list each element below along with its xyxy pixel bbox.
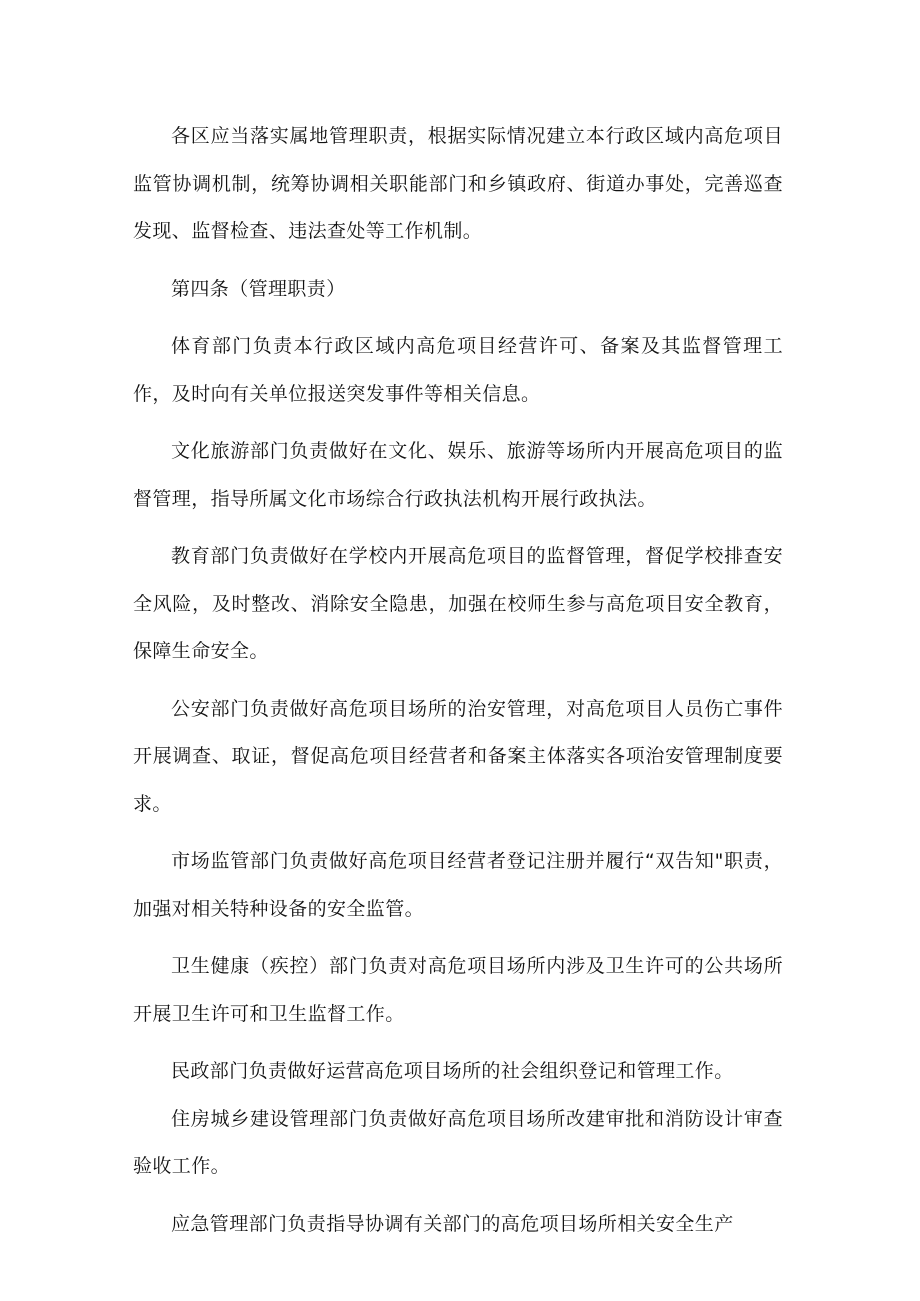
paragraph-education-department: 教育部门负责做好在学校内开展高危项目的监督管理，督促学校排查安全风险，及时整改、消除安全隐患，加强在校师生参与高危项目安全教育，保障生命安全。 — [133, 545, 783, 662]
paragraph-civil-affairs-department: 民政部门负责做好运营高危项目场所的社会组织登记和管理工作。 — [171, 1060, 734, 1082]
paragraph-district-responsibility: 各区应当落实属地管理职责，根据实际情况建立本行政区域内高危项目监管协调机制，统筹协调相关职能部门和乡镇政府、街道办事处，完善巡查发现、监督检查、违法查处等工作机制。 — [133, 125, 783, 242]
paragraph-housing-construction-department: 住房城乡建设管理部门负责做好高危项目场所改建审批和消防设计审查验收工作。 — [133, 1107, 783, 1177]
paragraph-public-security-department: 公安部门负责做好高危项目场所的治安管理，对高危项目人员伤亡事件开展调查、取证，督促高危项目经营者和备案主体落实各项治安管理制度要求。 — [133, 697, 783, 815]
document-body — [133, 113, 783, 1248]
paragraph-market-supervision-department: 市场监管部门负责做好高危项目经营者登记注册并履行“双告知"职责，加强对相关特种设备的安全监管。 — [133, 850, 783, 920]
article-heading-management-duties: 第四条（管理职责） — [171, 277, 346, 300]
paragraph-health-department: 卫生健康（疾控）部门负责对高危项目场所内涉及卫生许可的公共场所开展卫生许可和卫生监督工作。 — [133, 955, 783, 1025]
paragraph-emergency-management-department: 应急管理部门负责指导协调有关部门的高危项目场所相关安全生产 — [171, 1212, 734, 1235]
paragraph-culture-tourism-department: 文化旅游部门负责做好在文化、娱乐、旅游等场所内开展高危项目的监督管理，指导所属文化市场综合行政执法机构开展行政执法。 — [133, 440, 783, 510]
paragraph-sports-department: 体育部门负责本行政区域内高危项目经营许可、备案及其监督管理工作，及时向有关单位报送突发事件等相关信息。 — [133, 335, 783, 405]
